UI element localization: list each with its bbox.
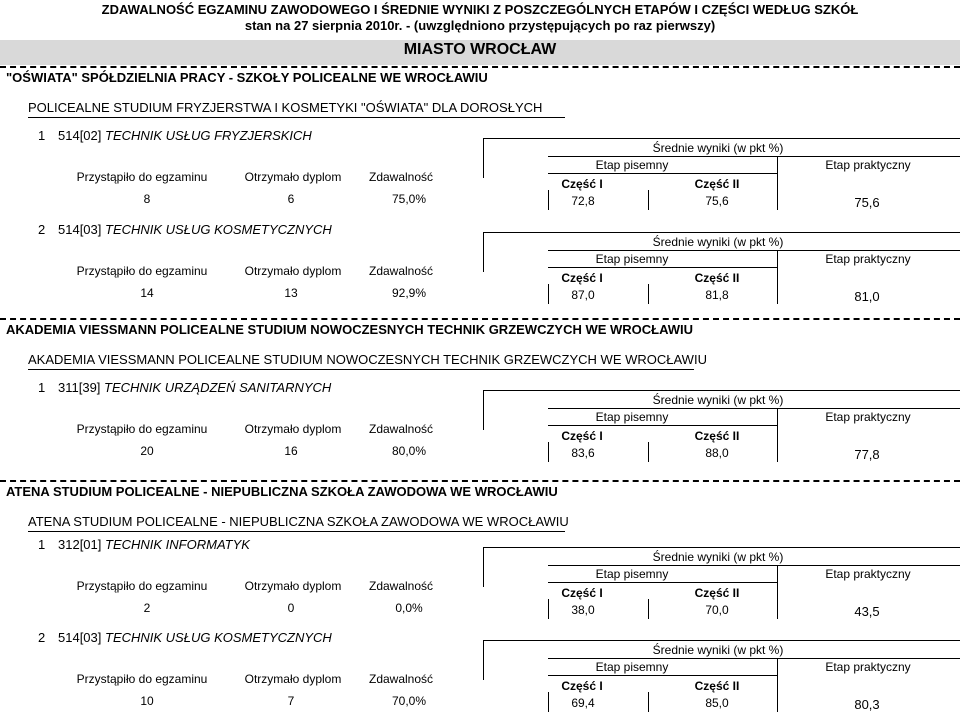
pass-rate-value: 0,0% <box>395 601 423 615</box>
written-stage-label: Etap pisemny <box>595 567 669 581</box>
average-results-label: Średnie wyniki (w pkt %) <box>652 393 784 407</box>
results-header-left-border <box>483 232 484 272</box>
average-results-label: Średnie wyniki (w pkt %) <box>652 643 784 657</box>
pass-rate-label: Zdawalność <box>368 422 434 436</box>
written-parts-line <box>548 675 777 676</box>
written-stage-label: Etap pisemny <box>595 158 669 172</box>
average-results-line <box>548 565 960 566</box>
attended-label: Przystąpiło do egzaminu <box>76 672 208 686</box>
attended-value: 8 <box>143 192 151 206</box>
profession-number: 1 <box>38 537 46 552</box>
practical-stage-label: Etap praktyczny <box>825 567 911 581</box>
diploma-value: 7 <box>287 694 295 708</box>
pass-rate-value: 70,0% <box>391 694 427 708</box>
results-header-left-border <box>483 390 484 430</box>
part2-value: 70,0 <box>705 603 729 617</box>
results-header-line <box>483 232 960 233</box>
pass-rate-label: Zdawalność <box>368 579 434 593</box>
profession-code: 311[39] <box>58 380 105 395</box>
practical-stage-label: Etap praktyczny <box>825 158 911 172</box>
profession-title <box>38 630 332 645</box>
values-divider-3 <box>777 692 778 712</box>
part2-label: Część II <box>694 271 740 285</box>
attended-value: 10 <box>140 694 154 708</box>
practical-value: 77,8 <box>854 447 880 462</box>
values-divider-2 <box>648 692 649 712</box>
values-divider-3 <box>777 284 778 304</box>
city-title: MIASTO WROCŁAW <box>403 41 557 58</box>
part1-value: 69,4 <box>571 696 595 710</box>
average-results-line <box>548 156 960 157</box>
pass-rate-value: 80,0% <box>391 444 427 458</box>
diploma-label: Otrzymało dyplom <box>244 264 342 278</box>
school-separator <box>0 66 960 68</box>
school-separator <box>0 480 960 482</box>
school-unit-name: AKADEMIA VIESSMANN POLICEALNE STUDIUM NOWOCZESNYCH TECHNIK GRZEWCZYCH WE WROCŁAWIU <box>28 352 707 367</box>
diploma-label: Otrzymało dyplom <box>244 672 342 686</box>
attended-value: 14 <box>140 286 154 300</box>
practical-value: 80,3 <box>854 697 880 712</box>
part2-label: Część II <box>694 177 740 191</box>
attended-label: Przystąpiło do egzaminu <box>76 264 208 278</box>
practical-stage-label: Etap praktyczny <box>825 252 911 266</box>
written-parts-line <box>548 173 777 174</box>
results-header-left-border <box>483 547 484 587</box>
school-separator <box>0 318 960 320</box>
school-unit-name: POLICEALNE STUDIUM FRYZJERSTWA I KOSMETYKI "OŚWIATA" DLA DOROSŁYCH <box>28 100 543 115</box>
part1-value: 72,8 <box>571 194 595 208</box>
profession-code: 514[02] <box>58 128 105 143</box>
part1-label: Część I <box>561 586 603 600</box>
report-subtitle: stan na 27 sierpnia 2010r. - (uwzględniono przystępujących po raz pierwszy) <box>244 18 716 33</box>
school-name: "OŚWIATA" SPÓŁDZIELNIA PRACY - SZKOŁY POLICEALNE WE WROCŁAWIU <box>6 70 488 85</box>
values-divider-3 <box>777 599 778 619</box>
attended-label: Przystąpiło do egzaminu <box>76 170 208 184</box>
profession-title <box>38 537 250 552</box>
part2-value: 75,6 <box>705 194 729 208</box>
diploma-label: Otrzymało dyplom <box>244 579 342 593</box>
profession-name: TECHNIK USŁUG KOSMETYCZNYCH <box>105 222 332 237</box>
part2-label: Część II <box>694 586 740 600</box>
results-header-left-border <box>483 640 484 680</box>
part2-value: 88,0 <box>705 446 729 460</box>
practical-value: 43,5 <box>854 604 880 619</box>
profession-code: 312[01] <box>58 537 105 552</box>
average-results-label: Średnie wyniki (w pkt %) <box>652 550 784 564</box>
written-stage-label: Etap pisemny <box>595 252 669 266</box>
written-stage-label: Etap pisemny <box>595 660 669 674</box>
values-divider-2 <box>648 442 649 462</box>
attended-value: 2 <box>143 601 151 615</box>
part1-value: 87,0 <box>571 288 595 302</box>
profession-code: 514[03] <box>58 222 105 237</box>
values-divider-3 <box>777 190 778 210</box>
part1-label: Część I <box>561 271 603 285</box>
values-divider-2 <box>648 284 649 304</box>
school-name: ATENA STUDIUM POLICEALNE - NIEPUBLICZNA SZKOŁA ZAWODOWA WE WROCŁAWIU <box>6 484 558 499</box>
average-results-line <box>548 658 960 659</box>
profession-title <box>38 128 312 143</box>
part1-value: 38,0 <box>571 603 595 617</box>
diploma-label: Otrzymało dyplom <box>244 422 342 436</box>
diploma-label: Otrzymało dyplom <box>244 170 342 184</box>
average-results-label: Średnie wyniki (w pkt %) <box>652 235 784 249</box>
written-parts-line <box>548 267 777 268</box>
part2-label: Część II <box>694 679 740 693</box>
profession-name: TECHNIK INFORMATYK <box>105 537 250 552</box>
pass-rate-label: Zdawalność <box>368 264 434 278</box>
values-divider-3 <box>777 442 778 462</box>
profession-code: 514[03] <box>58 630 105 645</box>
attended-value: 20 <box>140 444 154 458</box>
values-divider-2 <box>648 599 649 619</box>
pass-rate-value: 92,9% <box>391 286 427 300</box>
diploma-value: 13 <box>284 286 298 300</box>
average-results-label: Średnie wyniki (w pkt %) <box>652 141 784 155</box>
results-header-line <box>483 640 960 641</box>
values-divider-1 <box>548 599 549 619</box>
school-unit-underline <box>28 117 565 118</box>
profession-name: TECHNIK URZĄDZEŃ SANITARNYCH <box>104 380 332 395</box>
diploma-value: 6 <box>287 192 295 206</box>
profession-title <box>38 380 331 395</box>
profession-title <box>38 222 332 237</box>
results-header-left-border <box>483 138 484 178</box>
written-parts-line <box>548 582 777 583</box>
school-name: AKADEMIA VIESSMANN POLICEALNE STUDIUM NOWOCZESNYCH TECHNIK GRZEWCZYCH WE WROCŁAWIU <box>6 322 694 337</box>
part2-value: 81,8 <box>705 288 729 302</box>
attended-label: Przystąpiło do egzaminu <box>76 579 208 593</box>
pass-rate-label: Zdawalność <box>368 170 434 184</box>
results-header-line <box>483 138 960 139</box>
written-parts-line <box>548 425 777 426</box>
school-unit-underline <box>28 531 565 532</box>
average-results-line <box>548 250 960 251</box>
practical-stage-label: Etap praktyczny <box>825 660 911 674</box>
part1-label: Część I <box>561 679 603 693</box>
values-divider-2 <box>648 190 649 210</box>
practical-stage-label: Etap praktyczny <box>825 410 911 424</box>
practical-value: 75,6 <box>854 195 880 210</box>
part2-value: 85,0 <box>705 696 729 710</box>
values-divider-1 <box>548 692 549 712</box>
school-unit-underline <box>28 369 694 370</box>
practical-value: 81,0 <box>854 289 880 304</box>
profession-number: 1 <box>38 380 46 395</box>
diploma-value: 0 <box>287 601 295 615</box>
profession-number: 2 <box>38 630 46 645</box>
values-divider-1 <box>548 442 549 462</box>
values-divider-1 <box>548 284 549 304</box>
attended-label: Przystąpiło do egzaminu <box>76 422 208 436</box>
report-title: ZDAWALNOŚĆ EGZAMINU ZAWODOWEGO I ŚREDNIE WYNIKI Z POSZCZEGÓLNYCH ETAPÓW I CZĘŚCI WEDŁUG SZKÓŁ <box>101 2 859 17</box>
school-unit-name: ATENA STUDIUM POLICEALNE - NIEPUBLICZNA SZKOŁA ZAWODOWA WE WROCŁAWIU <box>28 514 569 529</box>
part1-value: 83,6 <box>571 446 595 460</box>
values-divider-1 <box>548 190 549 210</box>
pass-rate-label: Zdawalność <box>368 672 434 686</box>
profession-number: 1 <box>38 128 46 143</box>
part2-label: Część II <box>694 429 740 443</box>
profession-name: TECHNIK USŁUG FRYZJERSKICH <box>105 128 312 143</box>
profession-name: TECHNIK USŁUG KOSMETYCZNYCH <box>105 630 332 645</box>
average-results-line <box>548 408 960 409</box>
part1-label: Część I <box>561 177 603 191</box>
profession-number: 2 <box>38 222 46 237</box>
part1-label: Część I <box>561 429 603 443</box>
results-header-line <box>483 547 960 548</box>
results-header-line <box>483 390 960 391</box>
written-stage-label: Etap pisemny <box>595 410 669 424</box>
pass-rate-value: 75,0% <box>391 192 427 206</box>
diploma-value: 16 <box>284 444 298 458</box>
